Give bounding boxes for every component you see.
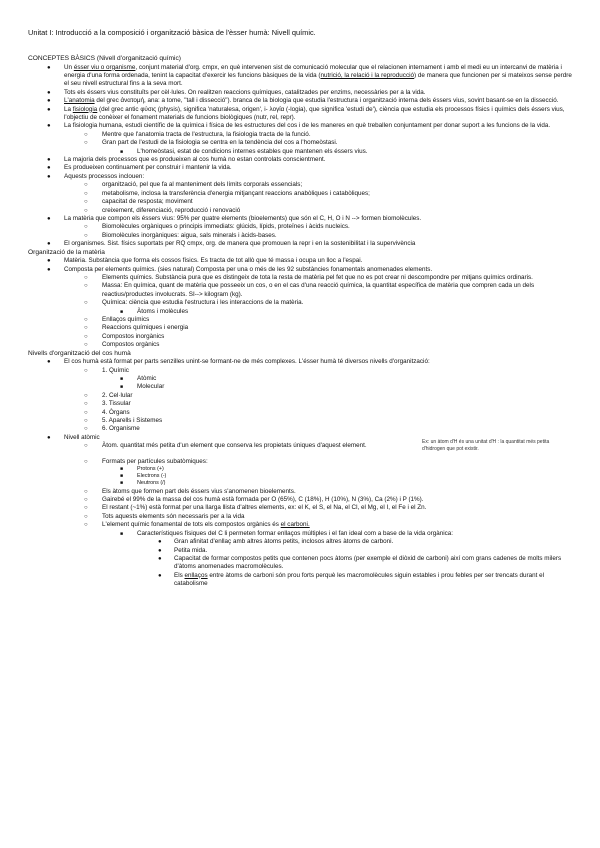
section-heading-matter-organization: Organització de la matèria (28, 248, 105, 256)
page-title: Unitat I: Introducció a la composició i organització bàsica de l'èsser humà: Nivell químic. (28, 28, 316, 37)
list-item: ● El cos humà està format per parts senzilles unint-se formant-ne de més complexes. L'ésser humà té diversos nivells d'organització: (47, 358, 430, 366)
list-item: ○ Elements químics. Substància pura que es distingeix de tota la resta de matèria pel fet que no es pot crear ni descompondre per mitjans químics ordinaris. (84, 273, 533, 281)
list-item: ● Composta per elements químics. (sies natural) Composta per una o més de les 92 substàncies fonamentals anomenades elements. (47, 265, 433, 273)
list-item: ○ 2. Cel·lular (84, 391, 133, 399)
basic-concepts-list (28, 64, 576, 249)
list-item: ○ L'element químic fonamental de tots els compostos orgànics és el carboni. (84, 521, 310, 529)
list-item: ○ Gran part de l'estudi de la fisiologia se centra en la tendència del cos a l'homeòstasi. (84, 139, 338, 147)
list-item: ● Capacitat de formar compostos petits que contenen pocs àtoms (per exemple el diòxid de carboni) així com grans cadenes de molts milers d'àtoms anomenades macromolècules. (158, 554, 562, 571)
list-item: ○ capacitat de resposta; moviment (84, 198, 193, 206)
list-item: ○ 5. Aparells i Sistemes (84, 417, 163, 425)
list-item: ○ Massa: En química, quant de matèria que posseeix un cos, o en el cas d'una reacció química, la quantitat específica de matèria que compren cada un dels reactius/productes involucrats. SI--> kilogram (kg). (84, 282, 535, 298)
list-item: ■ Protons (+) (120, 466, 164, 473)
document-body (28, 55, 576, 589)
list-item: ○ Química: ciència que estudia l'estructura i les interaccions de la matèria. (84, 299, 304, 307)
list-item: ■ Atòmic (120, 375, 157, 382)
list-item: ○ Biomolècules inorgàniques: aigua, sals minerals i àcids-bases. (84, 231, 277, 239)
section-heading-basic-concepts: CONCEPTES BÀSICS (Nivell d'organització químic) (28, 55, 181, 62)
list-item: ○ Àtom. quantitat més petita d'un element que conserva les propietats úniques d'aquest element. Ex: un àtom d'H és una unitat d'H : la quantitat més petita d'hidrogen que pot existir. (28, 442, 576, 450)
list-item: ○ creixement, diferenciació, reproducció i renovació (84, 206, 241, 214)
list-item: ○ Reaccions químiques i energia (84, 324, 189, 332)
list-item: ● Gran afinitat d'enllaç amb altres àtoms petits, inclosos altres àtoms de carboni. (158, 538, 394, 546)
list-item: ○ metabolisme, inclosa la transferència d'energia mitjançant reaccions anabòliques i catabòliques; (84, 189, 370, 197)
list-item: ○ 4. Òrgans (84, 408, 130, 416)
list-item: ○ Mentre que l'anatomia tracta de l'estructura, la fisiologia tracta de la funció. (84, 130, 311, 138)
list-item: ○ Tots aquests elements són necessaris per a la vida (84, 512, 245, 520)
list-item: ● Matèria. Substància que forma els cossos físics. Es tracta de tot allò que té massa i ocupa un lloc a l'espai. (47, 257, 363, 265)
list-item: ● L'anatomia del grec ἀνατομή, ana: a tome, "tall i dissecció"). branca de la biologia que estudia l'estructura i organització interna dels éssers vius, sovint basant-se en la dissecció. (47, 97, 559, 105)
list-item: ○ organització, pel que fa al manteniment dels límits corporals essencials; (84, 181, 303, 189)
list-item: ● Tots els éssers vius constituïts per cèl·lules. On realitzen reaccions químiques, catalitzades per enzims, necessàries per a la vida. (47, 88, 426, 96)
matter-organization-list (28, 257, 576, 349)
list-item: ● Aquests processos inclouen: (47, 172, 145, 180)
list-item: ○ El restant (~1%) està format per una llarga llista d'altres elements, ex: el K, el S, el Na, el Cl, el Mg, el I, el Fe i el Zn. (84, 504, 427, 512)
list-item: ● La fisiologia humana, estudi científic de la química i física de les estructures del cos i de les maneres en què treballen conjuntament per donar suport a les funcions de la vida. (47, 122, 551, 130)
margin-note: Ex: un àtom d'H és una unitat d'H : la quantitat més petita d'hidrogen que pot existir. (422, 439, 550, 453)
body-levels-list (28, 358, 576, 588)
list-item: ● La fisiologia (del grec antic φύσις (physis), significa 'naturalesa, origen', i- λογία (-logia), que significa 'estudi de'), ciència que estudia els processos físics i químics dels éssers vius, l'objectiu de conèixer el fonament materials de funcions biològiques (nutr, rel, repr). (47, 105, 565, 122)
list-item: ● Un ésser viu o organisme, conjunt material d'org. cmpx, en què intervenen sist de comunicació molecular que el relacionen internament i amb el medi eu un intercanvi de matèria i energia d'una forma ordenada, tenint la capacitat d'exercir les funcions bàsiques de la vida (nutrició, la relació i la reproducció) de manera que funcionen per si mateixos sense perdre el seu nivell estructural fins a la seva mort. (47, 63, 572, 88)
list-item: ○ Els àtoms que formen part dels éssers vius s'anomenen bioelements. (84, 487, 296, 495)
list-item: ● Petita mida. (158, 546, 208, 554)
list-item: ● Els enllaços entre àtoms de carboni són prou forts perquè les macromolècules siguin estables i prou febles per ser trencats durant el catabolisme (158, 571, 544, 588)
list-item: ○ Enllaços químics (84, 315, 150, 323)
list-item: ○ Biomolècules orgàniques o principis immediats: glúcids, lípids, proteïnes i àcids nucleics. (84, 223, 350, 231)
list-item: ○ Formats per partícules subatòmiques: (84, 457, 208, 465)
list-item: ■ L'homeòstasi, estat de condicions internes estables que mantenen els éssers vius. (120, 147, 368, 155)
list-item: ○ 6. Organisme (84, 425, 140, 433)
list-item: ○ Gairebé el 99% de la massa del cos humà està formada per O (65%), C (18%), H (10%), N (3%), Ca (2%) i P (1%). (84, 496, 424, 504)
list-item: ● La matèria que compon els éssers vius: 95% per quatre elements (bioelements) que són el C, H, O i N --> formen biomolècules. (47, 214, 422, 222)
list-item: ○ 3. Tissular (84, 400, 131, 408)
section-heading-body-levels: Nivells d'organització del cos humà (28, 349, 131, 357)
list-item: ■ Neutrons (/) (120, 480, 166, 487)
list-item: ■ Molecular (120, 383, 165, 391)
list-item: ○ 1. Químic (84, 366, 129, 374)
list-item: ■ Característiques físiques del C li permeten formar enllaços múltiples i el fan ideal com a base de la vida orgànica: (120, 529, 454, 537)
list-item: ○ Compostos inorgànics (84, 332, 165, 340)
list-item: ● La majoria dels processos que es produeixen al cos humà no estan controlats conscientment. (47, 156, 326, 164)
list-item: ○ Compostos orgànics (84, 341, 160, 349)
list-item: ■ Electrons (-) (120, 473, 167, 480)
list-item: ● El organismes. Sist. físics suportats per RQ cmpx, org. de manera que promouen la repr i en la sostenibilitat i la supervivència (47, 240, 416, 248)
list-item: ● Nivell atòmic (47, 433, 100, 441)
list-item: ● Es produeixen continuament per construir i mantenir la vida. (47, 164, 232, 172)
list-item: ■ Àtoms i molècules (120, 307, 189, 315)
